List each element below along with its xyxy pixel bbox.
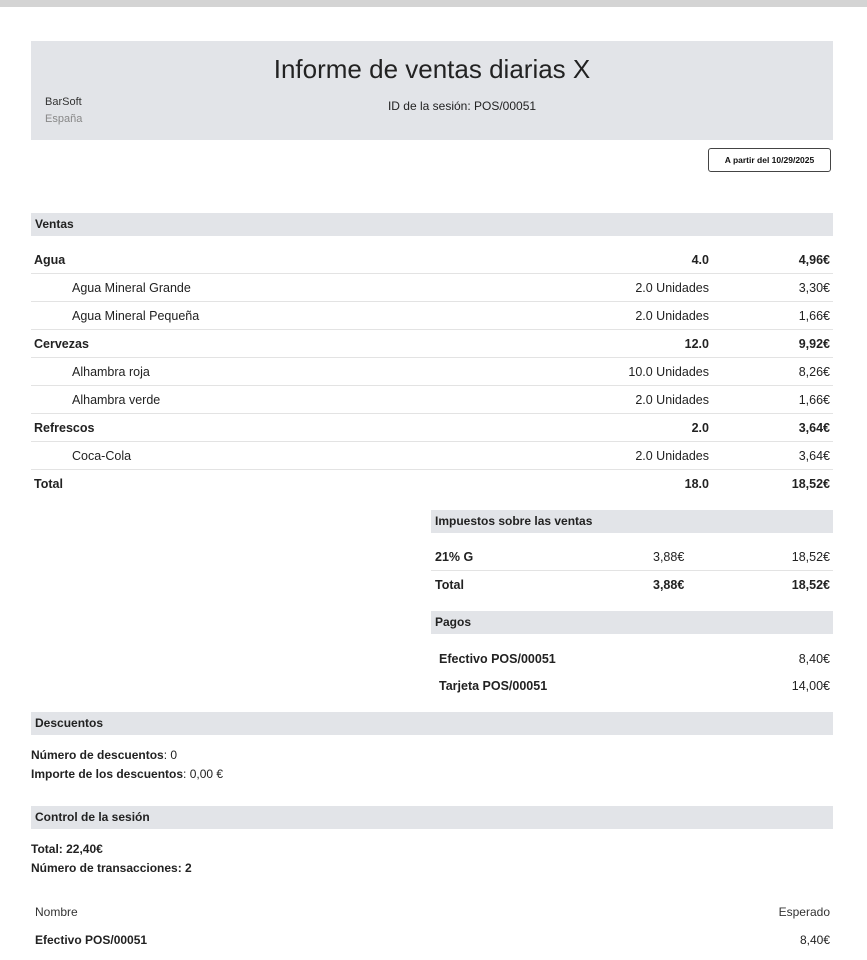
- row-name: Alhambra roja: [72, 365, 150, 379]
- control-row-name: Efectivo POS/00051: [35, 933, 148, 947]
- row-amount: 8,26€: [798, 365, 830, 379]
- sales-row: [31, 442, 833, 470]
- sales-row: [31, 358, 833, 386]
- payments-heading: Pagos: [431, 611, 833, 634]
- sales-row: [31, 246, 833, 274]
- discounts-heading: Descuentos: [31, 712, 833, 735]
- row-name: Alhambra verde: [72, 393, 161, 407]
- sales-row: [31, 330, 833, 358]
- discount-count-label: Número de descuentos: [31, 748, 164, 762]
- report-header: [31, 41, 833, 140]
- top-bar: [0, 0, 867, 7]
- taxes-heading: Impuestos sobre las ventas: [431, 510, 833, 533]
- row-name: Agua: [34, 253, 66, 267]
- col-expected-header: Esperado: [778, 905, 830, 919]
- row-name: Agua Mineral Grande: [72, 281, 191, 295]
- sales-row: [31, 414, 833, 442]
- company-name: BarSoft: [45, 96, 82, 108]
- row-amount: 1,66€: [798, 309, 830, 323]
- tax-base: 18,52€: [791, 550, 830, 564]
- row-name: Coca-Cola: [72, 449, 132, 463]
- payment-name: Efectivo POS/00051: [439, 652, 556, 666]
- row-qty: 10.0 Unidades: [628, 365, 709, 379]
- col-name-header: Nombre: [35, 905, 78, 919]
- row-amount: 9,92€: [798, 337, 830, 351]
- payment-name: Tarjeta POS/00051: [439, 679, 548, 693]
- row-amount: 3,30€: [798, 281, 830, 295]
- row-qty: 4.0: [691, 253, 709, 267]
- row-qty: 2.0 Unidades: [635, 281, 709, 295]
- row-qty: 2.0 Unidades: [635, 309, 709, 323]
- row-amount: 3,64€: [798, 421, 830, 435]
- discount-count: [31, 748, 177, 762]
- row-amount: 18,52€: [791, 477, 830, 491]
- session-total: Total: 22,40€: [31, 842, 103, 856]
- tax-total-row: [431, 571, 833, 599]
- discount-amount-value: : 0,00 €: [183, 767, 224, 781]
- tax-amount: 3,88€: [653, 550, 685, 564]
- date-badge: A partir del 10/29/2025: [708, 148, 831, 172]
- discount-amount: [31, 767, 223, 781]
- control-row-expected: 8,40€: [799, 933, 830, 947]
- company-country: España: [45, 113, 83, 125]
- payment-amount: 14,00€: [791, 679, 830, 693]
- row-qty: 18.0: [684, 477, 709, 491]
- tax-row: [431, 543, 833, 571]
- tax-base: 18,52€: [791, 578, 830, 592]
- tax-amount: 3,88€: [653, 578, 685, 592]
- sales-row: [31, 386, 833, 414]
- row-name: Agua Mineral Pequeña: [72, 309, 200, 323]
- report-title: Informe de ventas diarias X: [273, 54, 591, 84]
- row-name: Total: [34, 477, 63, 491]
- sales-row: [31, 274, 833, 302]
- row-amount: 4,96€: [798, 253, 830, 267]
- row-amount: 3,64€: [798, 449, 830, 463]
- sales-heading: Ventas: [31, 213, 833, 236]
- session-transactions: Número de transacciones: 2: [31, 861, 192, 875]
- row-qty: 2.0 Unidades: [635, 393, 709, 407]
- payment-row: [431, 645, 833, 673]
- row-name: Cervezas: [34, 337, 89, 351]
- session-control-heading: Control de la sesión: [31, 806, 833, 829]
- discount-amount-label: Importe de los descuentos: [31, 767, 184, 781]
- tax-name: 21% G: [435, 550, 474, 564]
- row-qty: 2.0 Unidades: [635, 449, 709, 463]
- sales-row: [31, 302, 833, 330]
- payment-amount: 8,40€: [798, 652, 830, 666]
- row-name: Refrescos: [34, 421, 95, 435]
- row-amount: 1,66€: [798, 393, 830, 407]
- row-qty: 2.0: [691, 421, 709, 435]
- payment-row: [431, 672, 833, 700]
- row-qty: 12.0: [684, 337, 709, 351]
- sales-total-row: [31, 470, 833, 498]
- discount-count-value: : 0: [163, 748, 178, 762]
- session-id: ID de la sesión: POS/00051: [387, 99, 537, 113]
- tax-name: Total: [435, 578, 464, 592]
